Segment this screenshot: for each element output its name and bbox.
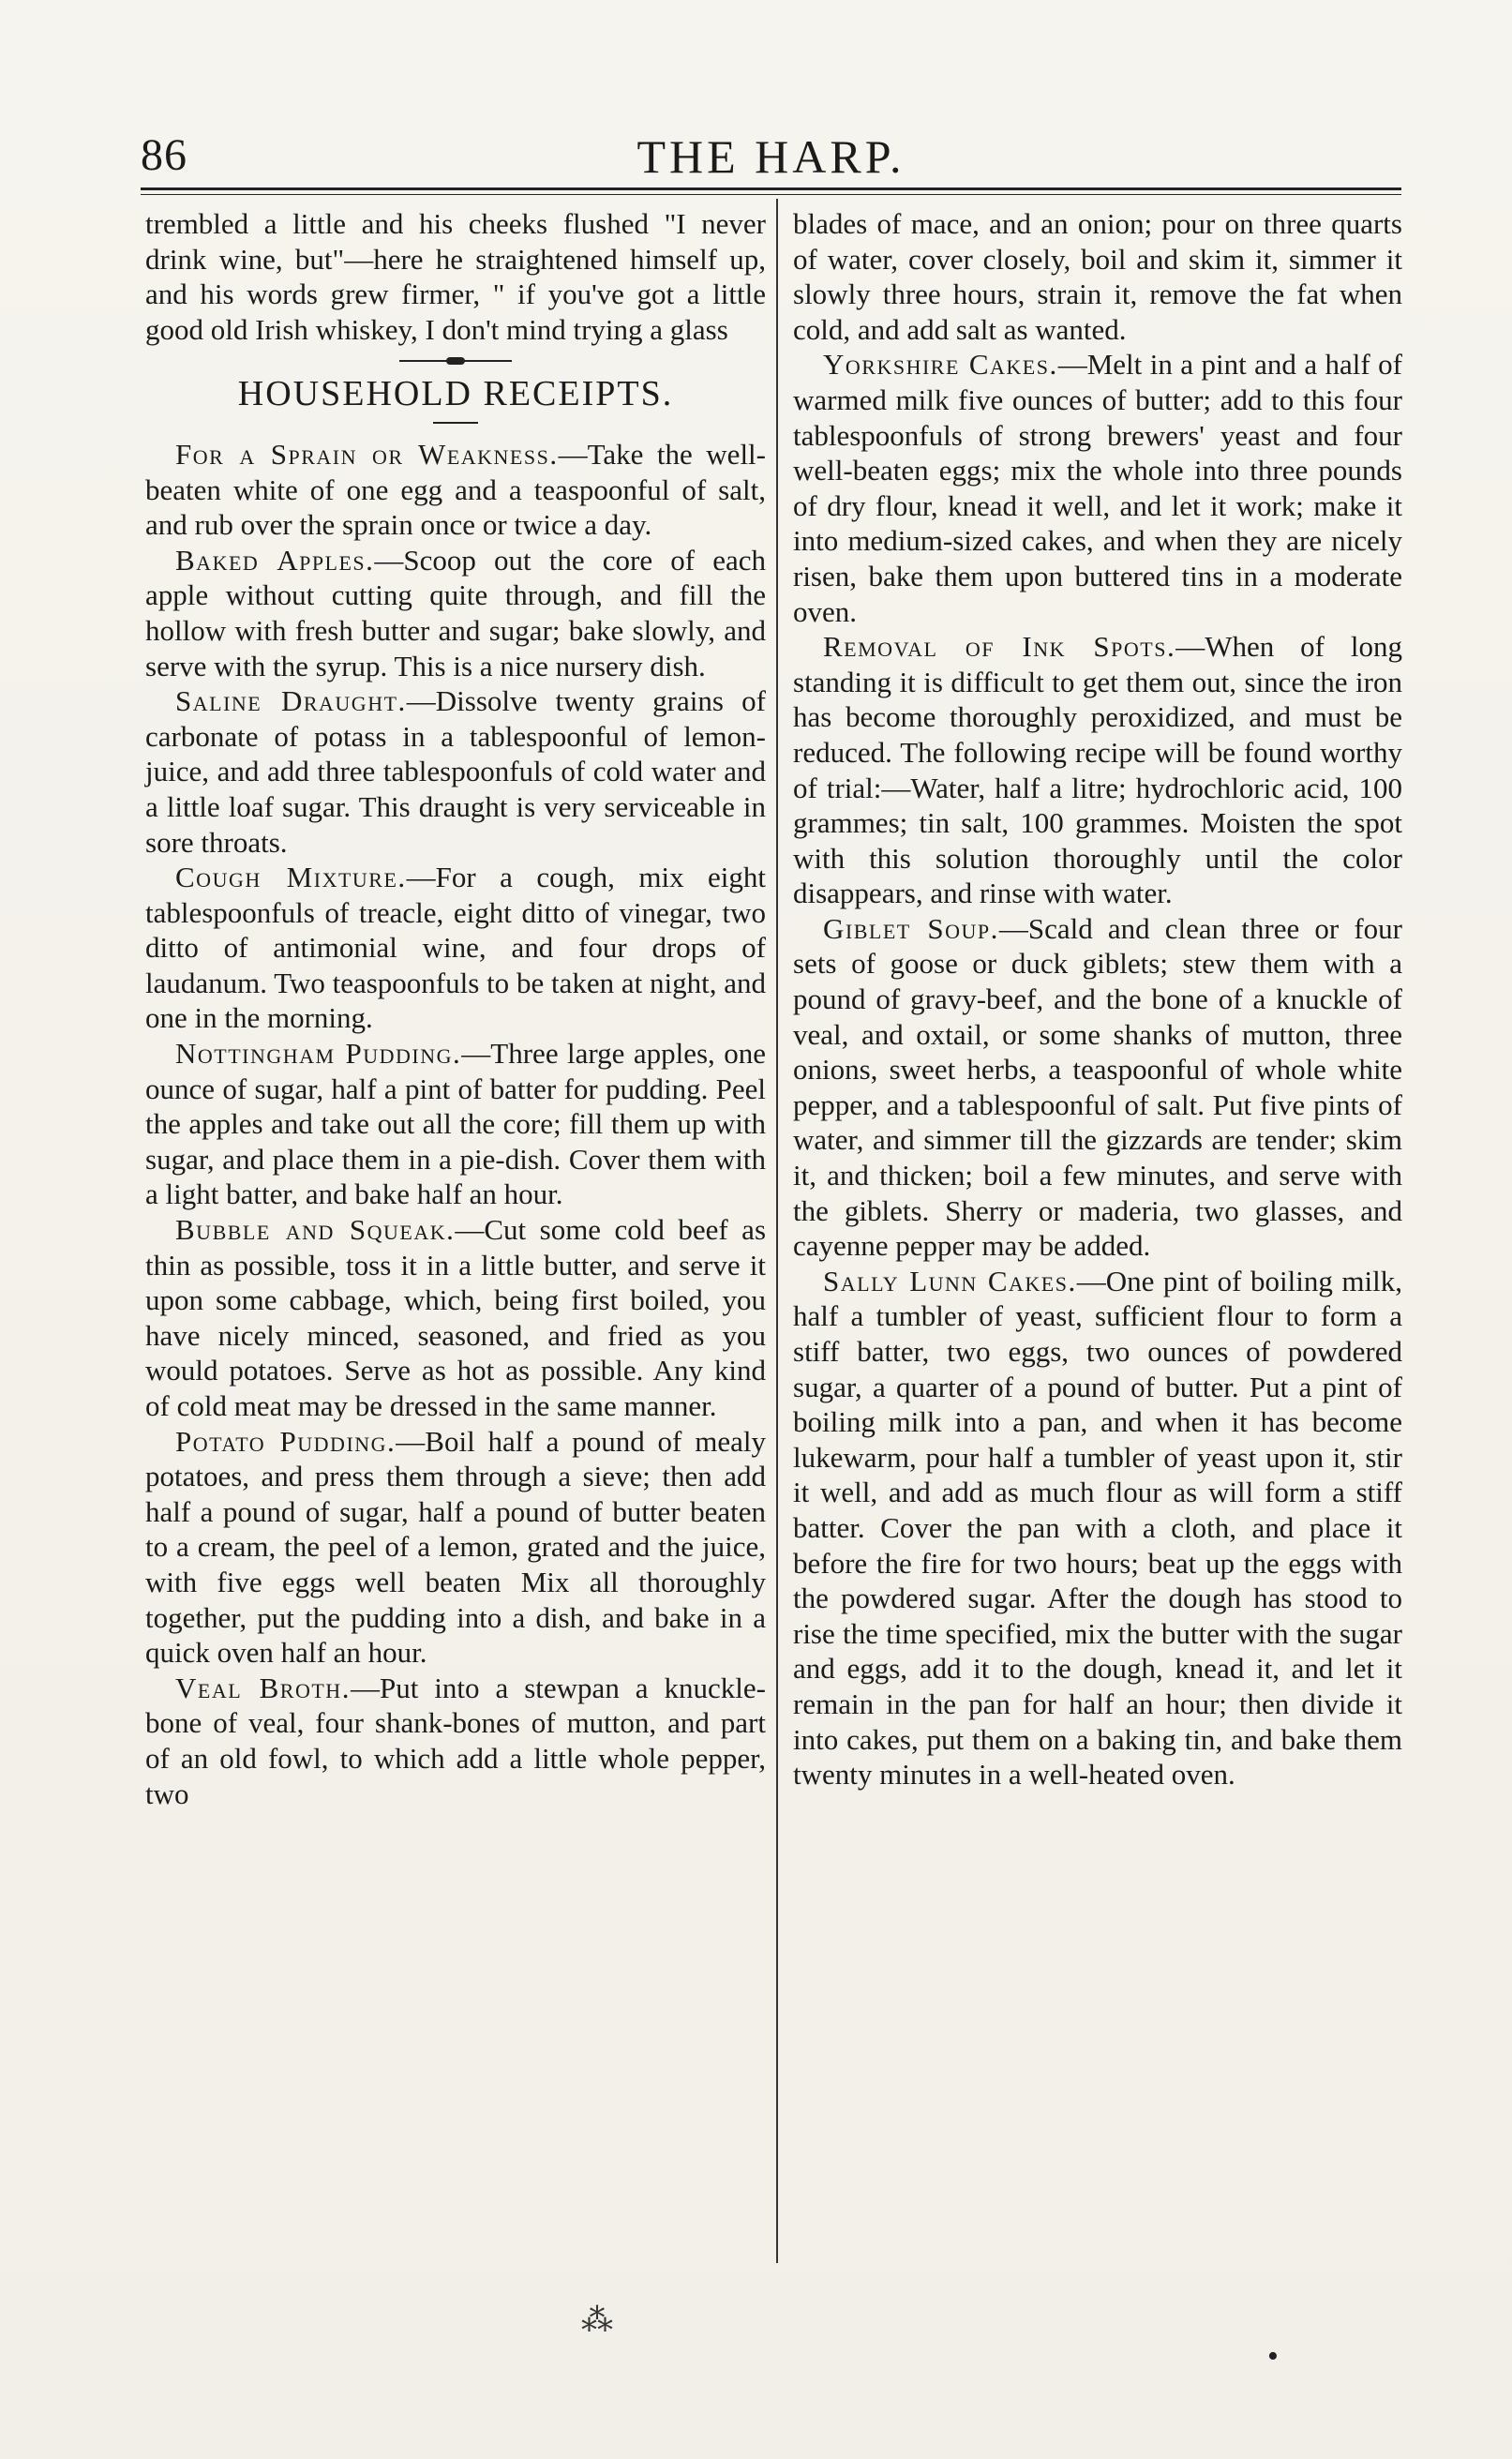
recipe-body: —Take the well-beaten white of one egg and a teaspoonful of salt, and rub over the sprain once or twice a day. <box>145 437 766 542</box>
page-header <box>141 129 1401 186</box>
recipe-body: —Melt in a pint and a half of warmed milk five ounces of butter; add to this four tablespoonfuls of strong brewers' yeast and four well-beaten eggs; mix the whole into three pounds of dry flour, knead it well, and let it work; make it into medium-sized cakes, and when they are nicely risen, bake them upon buttered tins in a moderate oven. <box>793 348 1402 628</box>
recipe-title: Removal of Ink Spots. <box>823 630 1176 664</box>
recipe-body: —Cut some cold beef as thin as possible, toss it in a little butter, and serve it upon some cabbage, which, being first boiled, you have nicely minced, seasoned, and fried as you would potatoes. Serve as hot as possible. Any kind of cold meat may be dressed in the same manner. <box>145 1213 767 1422</box>
recipe-paragraph <box>145 543 766 683</box>
right-column <box>793 206 1402 1792</box>
printer-mark-icon: ⁂ <box>581 2303 613 2338</box>
recipe-body: —Three large apples, one ounce of sugar, half a pint of batter for pudding. Peel the apples and take out all the core; fill them up with sugar, and place them in a pie-dish. Cover them with a light batter, and bake half an hour. <box>145 1037 766 1211</box>
recipe-title: Sally Lunn Cakes. <box>823 1264 1077 1297</box>
continuation-paragraph: blades of mace, and an onion; pour on three quarts of water, cover closely, boil and skim it, simmer it slowly three hours, strain it, remove the fat when cold, and add salt as wanted. <box>793 207 1402 346</box>
section-header <box>145 360 766 424</box>
recipe-title: Potato Pudding. <box>175 1424 397 1458</box>
ornament-divider <box>399 360 512 362</box>
recipe-body: —Scald and clean three or four sets of goose or duck giblets; stew them with a pound of gravy-beef, and the bone of a knuckle of veal, and oxtail, or some shanks of mutton, three onions, sweet herbs, a teaspoonful of whole white pepper, and a tablespoonful of salt. Put five pints of water, and simmer till the gizzards are tender; skim it, and thicken; boil a few minutes, and serve with the giblets. Sherry or maderia, two glasses, and cayenne pepper may be added. <box>793 911 1402 1263</box>
header-rule-thin <box>141 194 1401 195</box>
recipe-title: Baked Apples. <box>175 543 375 577</box>
recipe-title: Bubble and Squeak. <box>175 1213 456 1247</box>
recipe-paragraph <box>793 347 1402 629</box>
recipe-title: Veal Broth. <box>175 1671 351 1704</box>
recipe-title: Giblet Soup. <box>823 911 999 945</box>
recipe-title: For a Sprain or Weakness. <box>175 437 559 471</box>
short-rule <box>433 422 478 424</box>
continuation-paragraph: trembled a little and his cheeks flushed "I never drink wine, but"—here he straightened himself up, and his words grew firmer, " if you've got a little good old Irish whiskey, I don't mind trying a glass <box>145 207 766 346</box>
recipe-body: —One pint of boiling milk, half a tumbler of yeast, sufficient flour to form a stiff batter, two eggs, two ounces of powdered sugar, a quarter of a pound of butter. Put a pint of boiling milk into a pan, and when it has become lukewarm, pour half a tumbler of yeast upon it, stir it well, and add as much flour as will form a stiff batter. Cover the pan with a cloth, and place it before the fire for two hours; beat up the eggs with the powdered sugar. After the dough has stood to rise the time specified, mix the butter with the sugar and eggs, add it to the dough, knead it, and let it remain in the pan for half an hour; then divide it into cakes, put them on a baking tin, and bake them twenty minutes in a well-heated oven. <box>793 1264 1402 1792</box>
header-rule <box>141 187 1401 190</box>
recipe-body: —Boil half a pound of mealy potatoes, and press them through a sieve; then add half a pound of sugar, half a pound of butter beaten to a cream, the peel of a lemon, grated and the juice, with five eggs well beaten Mix all thoroughly together, put the pudding into a dish, and bake in a quick oven half an hour. <box>145 1424 766 1670</box>
recipe-body: —Scoop out the core of each apple without cutting quite through, and fill the hollow with fresh butter and sugar; bake slowly, and serve with the syrup. This is a nice nursery dish. <box>145 543 766 682</box>
recipe-paragraph <box>793 1264 1402 1792</box>
recipe-paragraph <box>145 1036 766 1212</box>
recipe-body: —For a cough, mix eight tablespoonfuls of treacle, eight ditto of vinegar, two ditto of antimonial wine, and four drops of laudanum. Two teaspoonfuls to be taken at night, and one in the morning. <box>145 861 766 1035</box>
recipe-paragraph <box>793 911 1402 1264</box>
recipe-body: —Put into a stewpan a knuckle-bone of veal, four shank-bones of mutton, and part of an old fowl, to which add a little whole pepper, two <box>145 1671 766 1810</box>
page-number: 86 <box>141 130 187 180</box>
recipe-paragraph <box>145 1424 766 1671</box>
recipe-paragraph <box>145 1671 766 1811</box>
section-heading: HOUSEHOLD RECEIPTS. <box>237 374 674 414</box>
recipe-title: Yorkshire Cakes. <box>823 348 1058 382</box>
recipe-body: —Dissolve twenty grains of carbonate of potass in a tablespoonful of lemon-juice, and add three tablespoonfuls of cold water and a little loaf sugar. This draught is very serviceable in sore throats. <box>145 684 766 859</box>
recipe-title: Saline Draught. <box>175 684 407 718</box>
recipe-paragraph <box>145 683 766 860</box>
recipe-paragraph <box>145 437 766 543</box>
recipe-paragraph <box>145 1212 766 1424</box>
recipe-title: Nottingham Pudding. <box>175 1037 462 1071</box>
recipe-paragraph <box>793 629 1402 911</box>
recipe-title: Cough Mixture. <box>175 861 407 894</box>
running-title: THE HARP. <box>636 130 906 183</box>
recipe-body: —When of long standing it is difficult to get them out, since the iron has become thoroughly peroxidized, and must be reduced. The following recipe will be found worthy of trial:—Water, half a litre; hydrochloric acid, 100 grammes; tin salt, 100 grammes. Moisten the spot with this solution thoroughly until the color disappears, and rinse with water. <box>793 630 1402 910</box>
recipe-paragraph <box>145 860 766 1036</box>
column-divider <box>776 199 778 2263</box>
ink-blot-icon: • <box>1267 2339 1279 2374</box>
left-column <box>145 206 766 1811</box>
